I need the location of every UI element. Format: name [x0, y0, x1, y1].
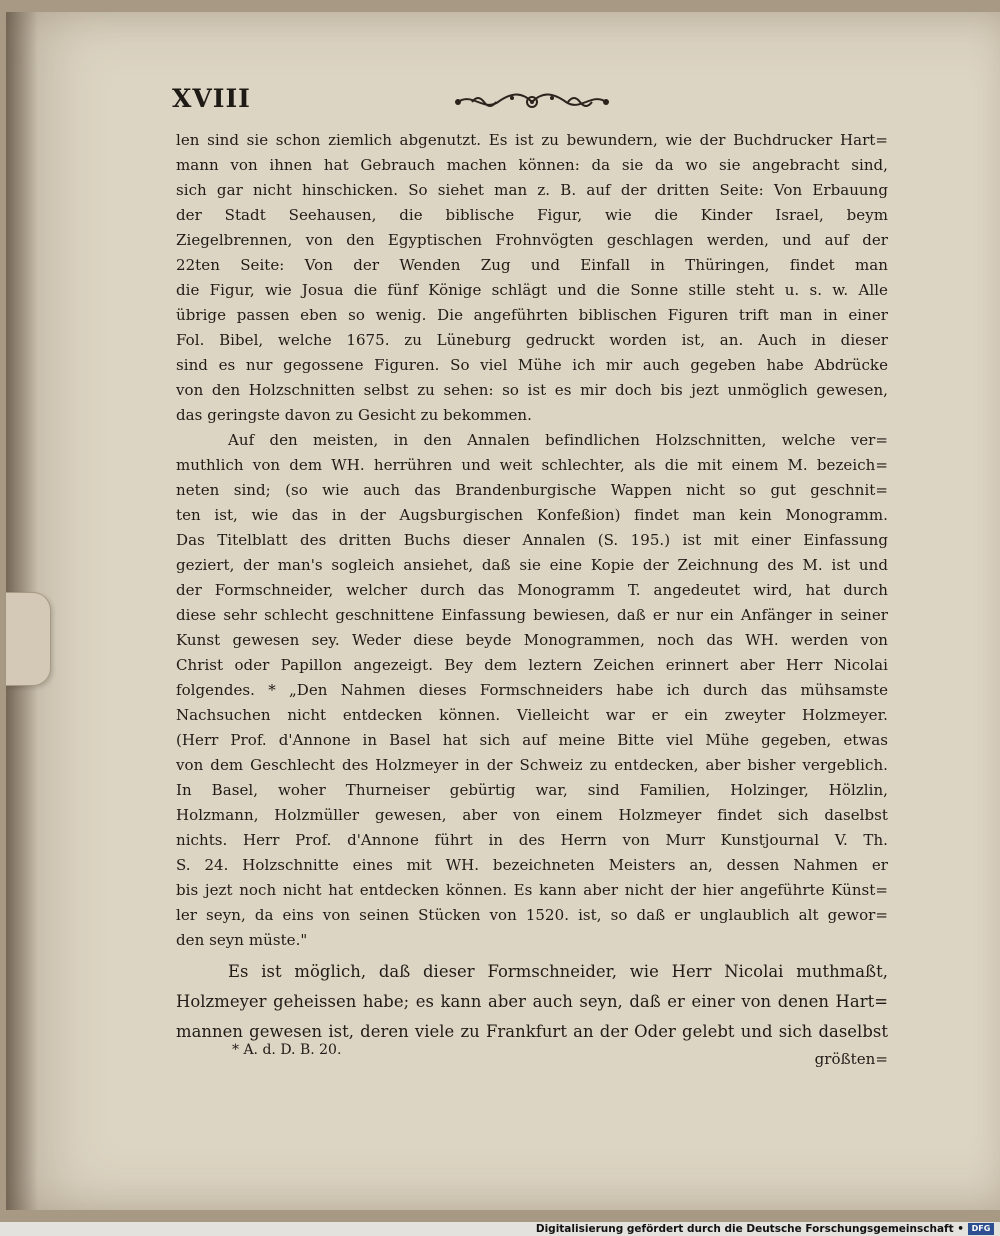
text-line: der Formschneider, welcher durch das Monogramm T. angedeutet wird, hat durch	[176, 581, 888, 599]
text-line: Christ oder Papillon angezeigt. Bey dem leztern Zeichen erinnert aber Herr Nicolai	[176, 656, 888, 674]
text-line: von den Holzschnitten selbst zu sehen: so ist es mir doch bis jezt unmöglich gewesen,	[176, 381, 888, 399]
text-line: 22ten Seite: Von der Wenden Zug und Einfall in Thüringen, findet man	[176, 256, 888, 274]
text-line: die Figur, wie Josua die fünf Könige schlägt und die Sonne stille steht u. s. w. Alle	[176, 281, 888, 299]
digitization-credit: Digitalisierung gefördert durch die Deutsche Forschungsgemeinschaft •	[535, 1223, 964, 1235]
text-line: Auf den meisten, in den Annalen befindlichen Holzschnitten, welche ver=	[228, 431, 888, 449]
text-line: Holzmann, Holzmüller gewesen, aber von einem Holzmeyer findet sich daselbst	[176, 806, 888, 824]
text-line: mannen gewesen ist, deren viele zu Frankfurt an der Oder gelebt und sich daselbst	[176, 1022, 888, 1041]
text-line: nichts. Herr Prof. d'Annone führt in des Herrn von Murr Kunstjournal V. Th.	[176, 831, 888, 849]
text-line: Nachsuchen nicht entdecken können. Vielleicht war er ein zweyter Holzmeyer.	[176, 706, 888, 724]
text-line: diese sehr schlecht geschnittene Einfassung bewiesen, daß er nur ein Anfänger in seiner	[176, 606, 888, 624]
printers-ornament-icon	[452, 90, 612, 114]
text-line: sind es nur gegossene Figuren. So viel Mühe ich mir auch gegeben habe Abdrücke	[176, 356, 888, 374]
text-line: Fol. Bibel, welche 1675. zu Lüneburg gedruckt worden ist, an. Auch in dieser	[176, 331, 888, 349]
text-line: ten ist, wie das in der Augsburgischen Konfeßion) findet man kein Monogramm.	[176, 506, 888, 524]
text-line: Ziegelbrennen, von den Egyptischen Frohnvögten geschlagen werden, und auf der	[176, 231, 888, 249]
text-line: len sind sie schon ziemlich abgenutzt. Es ist zu bewundern, wie der Buchdrucker Hart=	[176, 131, 888, 149]
text-line: ler seyn, da eins von seinen Stücken von 1520. ist, so daß er unglaublich alt gewor=	[176, 906, 888, 924]
text-line: folgendes. * „Den Nahmen dieses Formschneiders habe ich durch das mühsamste	[176, 681, 888, 699]
main-text	[176, 128, 888, 1072]
text-line: Holzmeyer geheissen habe; es kann aber auch seyn, daß er einer von denen Hart=	[176, 992, 888, 1011]
footnote: * A. d. D. B. 20.	[232, 1042, 342, 1058]
text-line: von dem Geschlecht des Holzmeyer in der Schweiz zu entdecken, aber bisher vergeblich.	[176, 756, 888, 774]
catchword: größten=	[814, 1050, 888, 1068]
text-line: Es ist möglich, daß dieser Formschneider, wie Herr Nicolai muthmaßt,	[228, 962, 888, 981]
page-header	[172, 84, 892, 124]
text-line: sich gar nicht hinschicken. So siehet man z. B. auf der dritten Seite: Von Erbauung	[176, 181, 888, 199]
text-line: Das Titelblatt des dritten Buchs dieser Annalen (S. 195.) ist mit einer Einfassung	[176, 531, 888, 549]
text-line: neten sind; (so wie auch das Brandenburgische Wappen nicht so gut geschnit=	[176, 481, 888, 499]
text-line: S. 24. Holzschnitte eines mit WH. bezeichneten Meisters an, dessen Nahmen er	[176, 856, 888, 874]
text-line: bis jezt noch nicht hat entdecken können. Es kann aber nicht der hier angeführte Künst=	[176, 881, 888, 899]
text-line: (Herr Prof. d'Annone in Basel hat sich auf meine Bitte viel Mühe gegeben, etwas	[176, 731, 888, 749]
text-line: muthlich von dem WH. herrühren und weit schlechter, als die mit einem M. bezeich=	[176, 456, 888, 474]
text-line: den seyn müste."	[176, 931, 308, 949]
text-line: geziert, der man's sogleich ansiehet, daß sie eine Kopie der Zeichnung des M. ist und	[176, 556, 888, 574]
text-line: übrige passen eben so wenig. Die angeführten biblischen Figuren trift man in einer	[176, 306, 888, 324]
text-line: der Stadt Seehausen, die biblische Figur, wie die Kinder Israel, beym	[176, 206, 888, 224]
bookmark-tab	[6, 592, 51, 686]
dfg-logo: DFG	[968, 1223, 994, 1235]
text-line: In Basel, woher Thurneiser gebürtig war, sind Familien, Holzinger, Hölzlin,	[176, 781, 888, 799]
text-line: das geringste davon zu Gesicht zu bekommen.	[176, 406, 532, 424]
text-line: mann von ihnen hat Gebrauch machen können: da sie da wo sie angebracht sind,	[176, 156, 888, 174]
page-number: XVIII	[172, 84, 251, 113]
text-line: Kunst gewesen sey. Weder diese beyde Monogrammen, noch das WH. werden von	[176, 631, 888, 649]
